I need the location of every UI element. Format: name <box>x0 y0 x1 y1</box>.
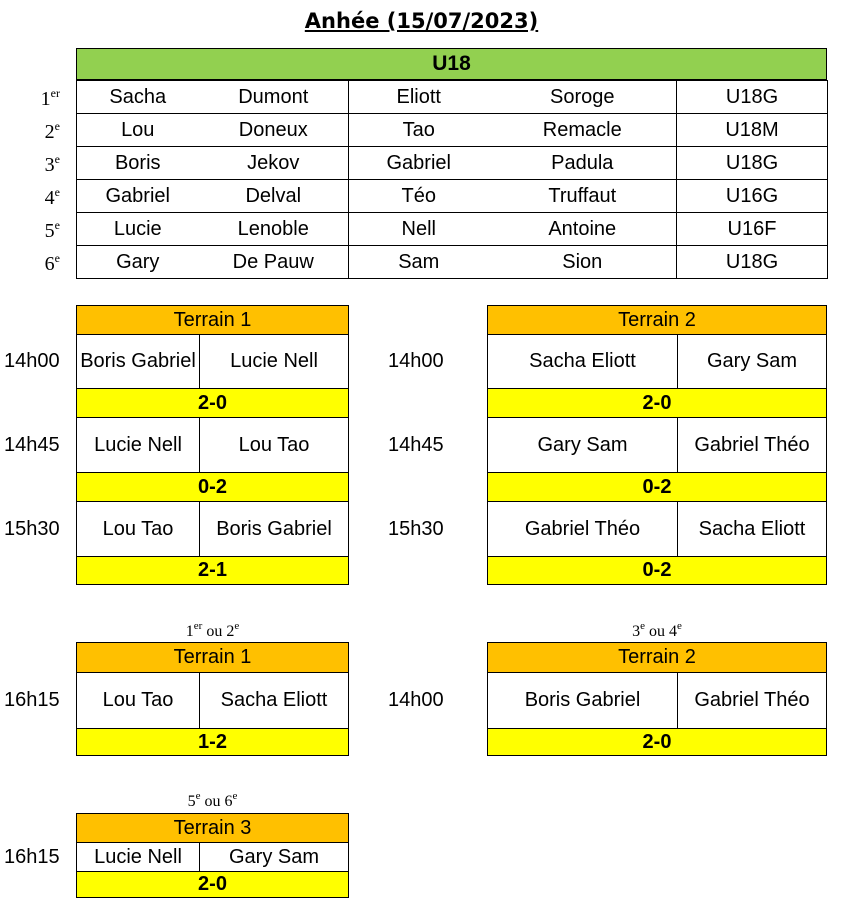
player1-first: Lou <box>77 114 199 147</box>
player2-first: Eliott <box>349 81 489 114</box>
player2-first: Nell <box>349 213 489 246</box>
player2-last: Truffaut <box>489 180 677 213</box>
player2-last: Soroge <box>489 81 677 114</box>
category-header: U18 <box>76 48 827 80</box>
team-b: Lou Tao <box>238 433 310 456</box>
final-caption: 5e ou 6e <box>187 790 238 810</box>
ranking-row <box>77 246 828 279</box>
team-b: Gabriel Théo <box>694 433 810 456</box>
player1-last: De Pauw <box>199 246 349 279</box>
terrain-header: Terrain 3 <box>77 814 348 843</box>
match-row <box>77 418 348 473</box>
final-3-schedule <box>76 813 349 898</box>
ranking-row <box>77 180 828 213</box>
match-score: 0-2 <box>77 473 348 502</box>
page-title: Anhée (15/07/2023) <box>304 9 539 33</box>
team-a: Boris Gabriel <box>77 335 200 388</box>
ranking-row <box>77 81 828 114</box>
final-1-schedule <box>76 642 349 756</box>
match-time: 14h45 <box>4 434 60 456</box>
match-time: 14h00 <box>388 350 444 372</box>
team-b: Sacha Eliott <box>698 517 806 540</box>
match-row <box>488 335 826 389</box>
player2-first: Tao <box>349 114 489 147</box>
match-score: 1-2 <box>77 729 348 755</box>
match-time: 14h00 <box>4 350 60 372</box>
match-row <box>488 673 826 729</box>
place-4: 4e <box>44 185 60 209</box>
terrain1-schedule <box>76 305 349 585</box>
place-2: 2e <box>44 119 60 143</box>
player2-last: Sion <box>489 246 677 279</box>
team-a: Boris Gabriel <box>488 673 678 728</box>
terrain-header: Terrain 1 <box>77 306 348 335</box>
match-score: 0-2 <box>488 557 826 584</box>
match-score: 2-0 <box>77 872 348 897</box>
match-time: 15h30 <box>388 518 444 540</box>
team-a: Gary Sam <box>488 418 678 472</box>
match-row <box>488 502 826 557</box>
match-time: 16h15 <box>4 846 60 868</box>
terrain-header: Terrain 1 <box>77 643 348 673</box>
team-category: U18G <box>677 81 828 114</box>
player2-first: Sam <box>349 246 489 279</box>
team-category: U16G <box>677 180 828 213</box>
player2-last: Padula <box>489 147 677 180</box>
team-b: Lucie Nell <box>230 350 318 372</box>
final-caption: 1er ou 2e <box>185 620 240 640</box>
match-row <box>488 418 826 473</box>
player2-last: Remacle <box>489 114 677 147</box>
team-a: Lou Tao <box>77 673 200 728</box>
match-time: 16h15 <box>4 689 60 711</box>
place-3: 3e <box>44 152 60 176</box>
terrain2-schedule <box>487 305 827 585</box>
team-a: Sacha Eliott <box>488 335 678 388</box>
final-2-schedule <box>487 642 827 756</box>
player1-first: Gabriel <box>77 180 199 213</box>
match-row <box>77 335 348 389</box>
team-category: U18G <box>677 246 828 279</box>
ranking-row <box>77 213 828 246</box>
player1-first: Lucie <box>77 213 199 246</box>
player1-first: Boris <box>77 147 199 180</box>
final-caption: 3e ou 4e <box>632 620 682 640</box>
match-score: 2-0 <box>488 729 826 755</box>
team-category: U16F <box>677 213 828 246</box>
ranking-row <box>77 147 828 180</box>
match-score: 0-2 <box>488 473 826 502</box>
match-time: 15h30 <box>4 518 60 540</box>
terrain-header: Terrain 2 <box>488 306 826 335</box>
team-a: Gabriel Théo <box>488 502 678 556</box>
player1-first: Sacha <box>77 81 199 114</box>
place-5: 5e <box>44 218 60 242</box>
team-b: Gabriel Théo <box>694 689 810 711</box>
player2-first: Téo <box>349 180 489 213</box>
team-b: Sacha Eliott <box>220 689 328 711</box>
team-a: Lou Tao <box>77 502 200 556</box>
ranking-table <box>76 80 828 279</box>
match-score: 2-1 <box>77 557 348 584</box>
terrain-header: Terrain 2 <box>488 643 826 673</box>
place-6: 6e <box>44 251 60 275</box>
match-time: 14h00 <box>388 689 444 711</box>
match-row <box>77 843 348 872</box>
team-category: U18G <box>677 147 828 180</box>
team-b: Gary Sam <box>228 845 320 868</box>
team-a: Lucie Nell <box>77 843 200 871</box>
team-a: Lucie Nell <box>77 418 200 472</box>
match-row <box>77 673 348 729</box>
team-b: Gary Sam <box>706 350 798 372</box>
ranking-row <box>77 114 828 147</box>
match-score: 2-0 <box>77 389 348 418</box>
player1-first: Gary <box>77 246 199 279</box>
player1-last: Doneux <box>199 114 349 147</box>
match-score: 2-0 <box>488 389 826 418</box>
player2-last: Antoine <box>489 213 677 246</box>
player1-last: Jekov <box>199 147 349 180</box>
team-category: U18M <box>677 114 828 147</box>
player1-last: Delval <box>199 180 349 213</box>
player1-last: Dumont <box>199 81 349 114</box>
match-row <box>77 502 348 557</box>
player2-first: Gabriel <box>349 147 489 180</box>
place-1: 1er <box>40 86 60 110</box>
player1-last: Lenoble <box>199 213 349 246</box>
team-b: Boris Gabriel <box>216 517 332 540</box>
match-time: 14h45 <box>388 434 444 456</box>
